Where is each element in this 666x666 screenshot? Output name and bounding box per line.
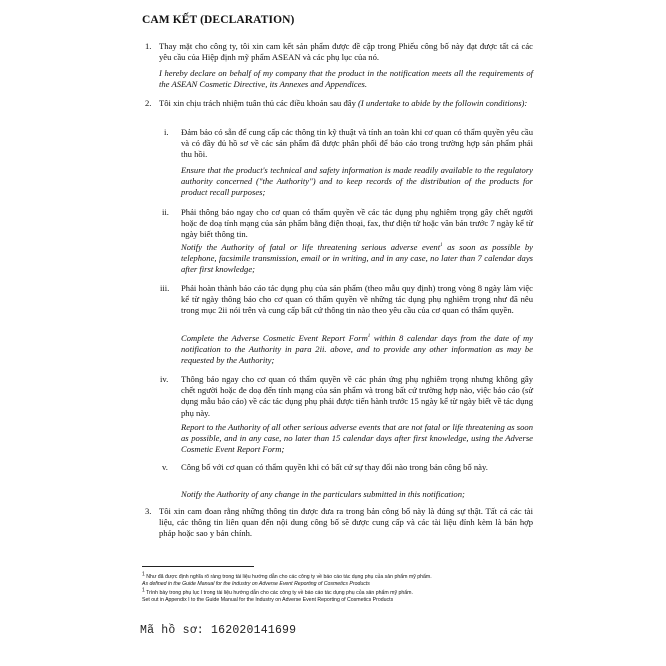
footnote-ref: 1: [367, 334, 371, 340]
record-id: [140, 624, 296, 637]
record-id-label: Mã hồ sơ:: [140, 624, 204, 637]
item-iv-en-text: Report to the Authority of all other serious adverse events that are not fatal or life threatening as soon as possible, and in any case, no later than 15 calendar days after first knowledge, using the Adverse Cosmetic Event Report Form;: [181, 422, 533, 455]
section-1-number: 1.: [145, 41, 152, 51]
section-3-vi-text: Tôi xin cam đoan rằng những thông tin được đưa ra trong bản công bố này là đúng sự thật. Tất cả các tài liệu, các thông tin liên quan đến nội dung công bố sẽ được cung cấp và các tài liệu đính kèm là bản hợp pháp hoặc sao y bản chính.: [159, 506, 533, 539]
item-iv-vi-text: Thông báo ngay cho cơ quan có thẩm quyền về các phản ứng phụ nghiêm trọng nhưng không gây chết người hoặc đe doạ đến tính mạng của sản phẩm và trong bất cứ trường hợp nào, việc báo cáo (sử dụng mẫu báo cáo) về các tác dụng phụ phải được tiến hành trước 15 ngày kể từ ngày biết về tác dụng phụ này.: [181, 374, 533, 418]
section-3-number: 3.: [145, 506, 152, 516]
item-iii-en-part-a: Complete the Adverse Cosmetic Event Report Form: [181, 333, 368, 343]
item-v-vi-text: Công bố với cơ quan có thẩm quyền khi có bất cứ sự thay đổi nào trong bản công bố này.: [181, 462, 488, 472]
section-2-intro-vi: Tôi xin chịu trách nhiệm tuân thủ các điều khoản sau đây: [159, 98, 356, 108]
item-iv-marker: iv.: [160, 374, 169, 384]
item-ii-en-text: [181, 242, 533, 276]
item-ii-vi-text: Phải thông báo ngay cho cơ quan có thẩm quyền về các tác dụng phụ nghiêm trọng gây chết người hoặc đe doạ tính mạng của sản phẩm bằng điện thoại, fax, thư điện tử hoặc văn bản trước 7 ngày kể từ ngày biết thông tin.: [181, 207, 533, 240]
record-id-number: 162020141699: [211, 624, 297, 637]
item-ii-marker: ii.: [162, 207, 169, 217]
item-iii-en-part-b: within 8 calendar days from the date of my notification to the Authority in para 2ii. above, and to provide any other information as may be requested by the Authority;: [181, 333, 533, 366]
footnote-1-marker: 1: [142, 571, 145, 578]
item-i-en-text: Ensure that the product's technical and safety information is made readily available to the regulatory authority concerned ("the Authority") and to keep records of the distribution of the products for product recall purposes;: [181, 165, 533, 198]
footnote-ref: 1: [440, 243, 443, 249]
section-2-number: 2.: [145, 98, 152, 108]
footnote-2-vi-text: Trình bày trong phụ lục I trong tài liệu hướng dẫn cho các công ty về báo cáo tác dụng phụ của sản phẩm mỹ phẩm.: [146, 590, 413, 596]
footnote-2-marker: 1: [142, 587, 145, 594]
item-v-marker: v.: [162, 462, 168, 472]
footnote-1-vi: [142, 571, 562, 580]
section-2-intro-en: (I undertake to abide by the followin conditions):: [358, 98, 528, 108]
footnote-2-en: Set out in Appendix I to the Guide Manual for the Industry on Adverse Event Reporting of Cosmetics Products: [142, 597, 394, 603]
item-iii-en-text: [181, 333, 533, 367]
section-2-intro: [159, 98, 533, 109]
item-i-marker: i.: [164, 127, 169, 137]
section-1-en-text: I hereby declare on behalf of my company that the product in the notification meets all the requirements of the ASEAN Cosmetic Directive, its Annexes and Appendices.: [159, 68, 533, 90]
item-ii-en-part-b: as soon as possible by telephone, facsimile transmission, email or in writing, and in any case, no later than 7 calendar days after first knowledge;: [181, 242, 533, 275]
item-ii-en-part-a: Notify the Authority of fatal or life threatening serious adverse event: [181, 242, 441, 252]
footnote-1-en: As defined in the Guide Manual for the Industry on Adverse Event Reporting of Cosmetics Products: [142, 581, 370, 587]
item-v-en-text: Notify the Authority of any change in the particulars submitted in this notification;: [181, 489, 465, 499]
footnote-divider: [142, 566, 254, 567]
section-1-vi-text: Thay mặt cho công ty, tôi xin cam kết sản phẩm được đề cập trong Phiếu công bố này đạt được tất cả các yêu cầu của Hiệp định mỹ phẩm ASEAN và các phụ lục của nó.: [159, 41, 533, 63]
footnote-2-vi: [142, 587, 562, 596]
item-i-vi-text: Đảm bảo có sẵn để cung cấp các thông tin kỹ thuật và tính an toàn khi cơ quan có thẩm quyền yêu cầu và có đầy đủ hồ sơ về các sản phẩm đã được phân phối để báo cáo trong trường hợp sản phẩm phải thu hồi.: [181, 127, 533, 160]
item-iii-vi-text: Phải hoàn thành báo cáo tác dụng phụ của sản phẩm (theo mẫu quy định) trong vòng 8 ngày làm việc kể từ ngày thông báo cho cơ quan có thẩm quyền về những tác dụng phụ nghiêm trọng như đã nêu trong mục 2ii nói trên và cung cấp bất cứ thông tin nào theo yêu cầu của cơ quan có thẩm quyền.: [181, 283, 533, 316]
page-title: CAM KẾT (DECLARATION): [142, 14, 295, 26]
item-iii-marker: iii.: [160, 283, 170, 293]
footnote-1-vi-text: Như đã được định nghĩa rõ ràng trong tài liệu hướng dẫn cho các công ty về báo cáo tác dụng phụ của sản phẩm mỹ phẩm.: [146, 574, 432, 580]
